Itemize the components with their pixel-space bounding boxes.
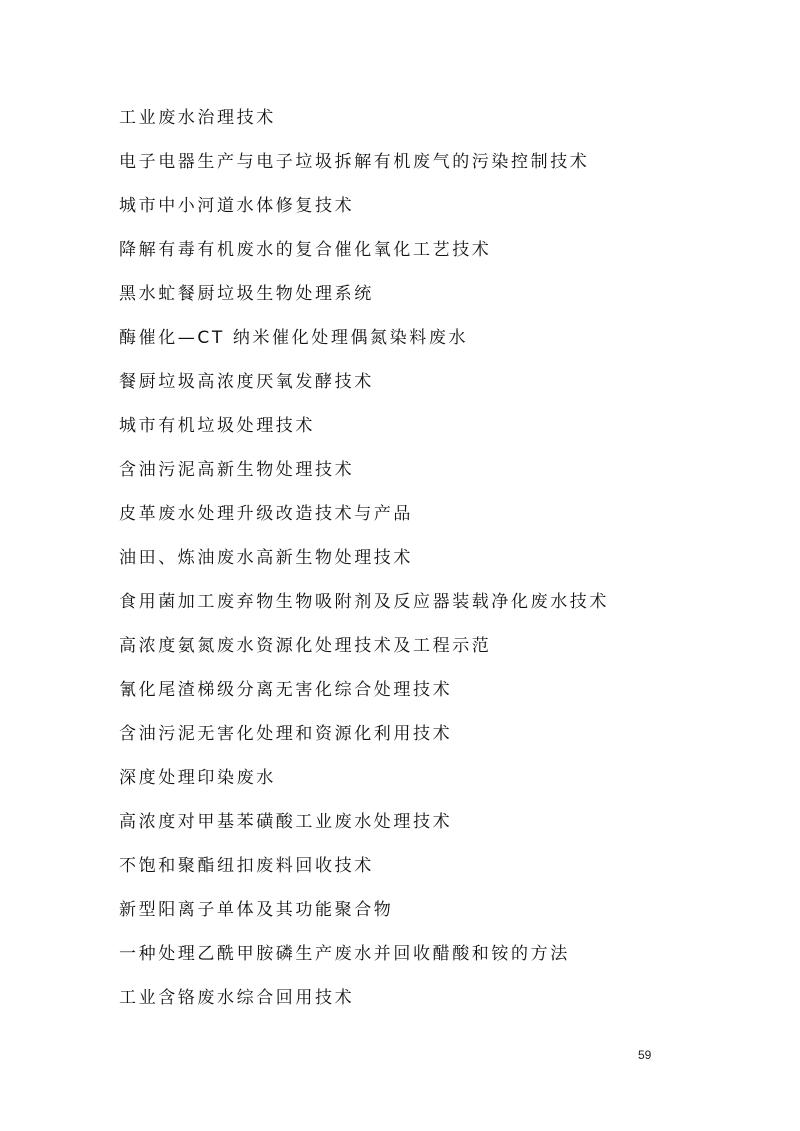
list-item: 含油污泥无害化处理和资源化利用技术 xyxy=(119,724,453,744)
list-item: 城市有机垃圾处理技术 xyxy=(119,416,315,436)
list-item: 工业废水治理技术 xyxy=(119,108,276,128)
technology-list xyxy=(119,104,609,1028)
list-item: 油田、炼油废水高新生物处理技术 xyxy=(119,548,413,568)
list-item: 新型阳离子单体及其功能聚合物 xyxy=(119,900,394,920)
list-item: 黑水虻餐厨垃圾生物处理系统 xyxy=(119,284,374,304)
list-item: 电子电器生产与电子垃圾拆解有机废气的污染控制技术 xyxy=(119,152,590,172)
list-item: 城市中小河道水体修复技术 xyxy=(119,196,355,216)
list-item: 氰化尾渣梯级分离无害化综合处理技术 xyxy=(119,680,453,700)
list-item: 深度处理印染废水 xyxy=(119,768,276,788)
list-item: 含油污泥高新生物处理技术 xyxy=(119,460,355,480)
page-number: 59 xyxy=(638,1048,652,1062)
list-item: 降解有毒有机废水的复合催化氧化工艺技术 xyxy=(119,240,492,260)
list-item: 酶催化—CT 纳米催化处理偶氮染料废水 xyxy=(119,328,469,348)
list-item: 高浓度氨氮废水资源化处理技术及工程示范 xyxy=(119,636,492,656)
list-item: 一种处理乙酰甲胺磷生产废水并回收醋酸和铵的方法 xyxy=(119,944,570,964)
list-item: 食用菌加工废弃物生物吸附剂及反应器装载净化废水技术 xyxy=(119,592,609,612)
list-item: 不饱和聚酯纽扣废料回收技术 xyxy=(119,856,374,876)
list-item: 皮革废水处理升级改造技术与产品 xyxy=(119,504,413,524)
list-item: 餐厨垃圾高浓度厌氧发酵技术 xyxy=(119,372,374,392)
list-item: 工业含铬废水综合回用技术 xyxy=(119,988,355,1008)
list-item: 高浓度对甲基苯磺酸工业废水处理技术 xyxy=(119,812,453,832)
